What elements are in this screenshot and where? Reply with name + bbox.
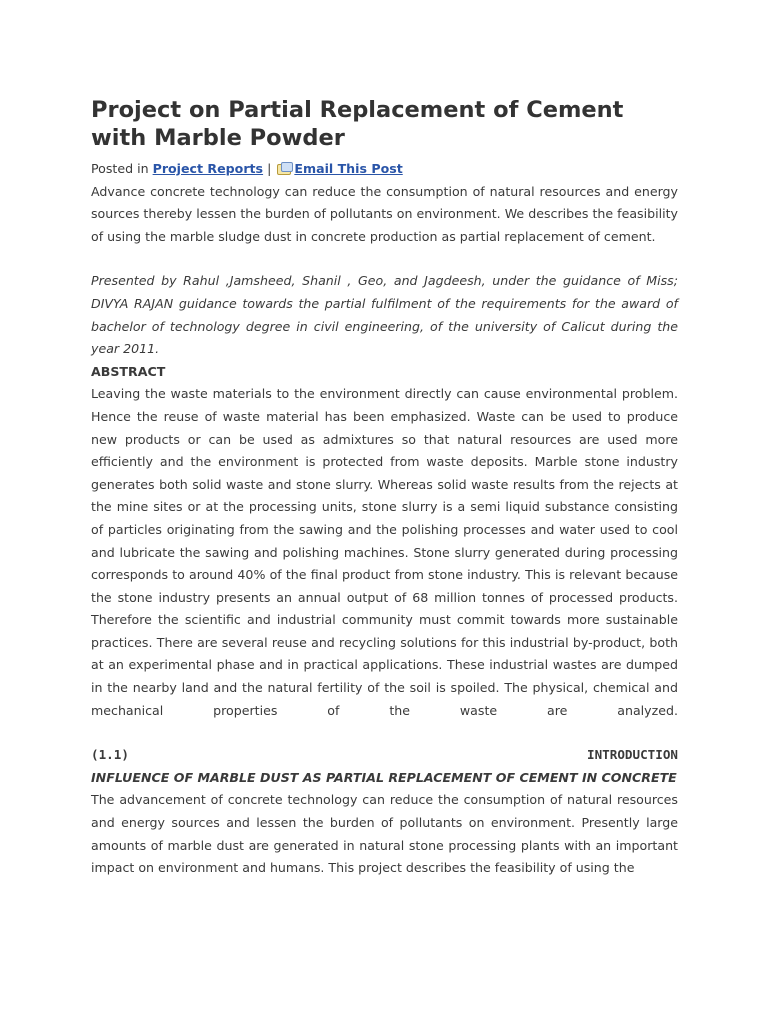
meta-separator: |: [267, 161, 272, 176]
article: [91, 96, 678, 880]
section-name: INTRODUCTION: [587, 747, 678, 763]
page-title: Project on Partial Replacement of Cement with Marble Powder: [91, 97, 624, 151]
email-envelope-icon[interactable]: [277, 162, 291, 174]
email-post-link[interactable]: Email This Post: [294, 161, 403, 176]
section-number: (1.1): [91, 747, 129, 763]
spacer: [91, 722, 678, 744]
intro-paragraph: Advance concrete technology can reduce the consumption of natural resources and energy sources thereby lessen the burden of pollutants on environment. We describes the feasibility of using the marble sludge dust in concrete production as partial replacement of cement.: [91, 183, 678, 244]
posted-in-label: Posted in: [91, 161, 149, 176]
presented-by-paragraph: Presented by Rahul ,Jamsheed, Shanil , Geo, and Jagdeesh, under the guidance of Miss; DIVYA RAJAN guidance towards the partial fulfilment of the requirements for the award of bachelor of technology degree in civil engineering, of the university of Calicut during the year 2011.: [91, 273, 678, 357]
spacer: [91, 248, 678, 270]
section-body: The advancement of concrete technology can reduce the consumption of natural resources and energy sources and lessen the burden of pollutants on environment. Presently large amounts of marble dust are generated in natural stone processing plants with an important impact on environment and humans. This project describes the feasibility of using the: [91, 792, 678, 876]
category-link[interactable]: Project Reports: [152, 161, 264, 176]
abstract-body: Leaving the waste materials to the environment directly can cause environmental problem. Hence the reuse of waste material has been emphasized. Waste can be used to produce new products or can be used as admixtures so that natural resources are used more efficiently and the environment is protected from waste deposits. Marble stone industry generates both solid waste and stone slurry. Whereas solid waste results from the rejects at the mine sites or at the processing units, stone slurry is a semi liquid substance consisting of particles originating from the sawing and the polishing processes and water used to cool and lubricate the sawing and polishing machines. Stone slurry generated during processing corresponds to around 40% of the final product from stone industry. This is relevant because the stone industry presents an annual output of 68 million tonnes of processed products. Therefore the scientific and industrial community must commit towards more sustainable practices. There are several reuse and recycling solutions for this industrial by-product, both at an experimental phase and in practical applications. These industrial wastes are dumped in the nearby land and the natural fertility of the soil is spoiled. The physical, chemical and mechanical properties of the waste are analyzed.: [91, 386, 678, 718]
post-meta: [91, 158, 678, 181]
section-heading-row: [91, 744, 678, 767]
section-subheading: INFLUENCE OF MARBLE DUST AS PARTIAL REPLACEMENT OF CEMENT IN CONCRETE: [91, 769, 677, 785]
abstract-heading: ABSTRACT: [91, 363, 166, 379]
